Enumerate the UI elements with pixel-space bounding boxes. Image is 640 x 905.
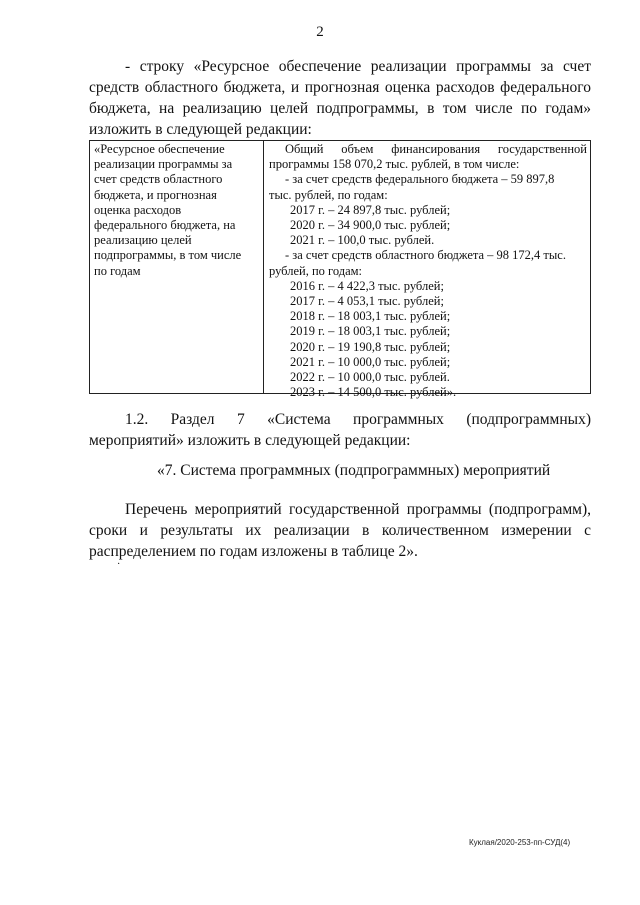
stray-mark: · (117, 559, 121, 570)
table-right-line: 2021 г. – 10 000,0 тыс. рублей; (290, 354, 451, 369)
table-right-line: 2017 г. – 4 053,1 тыс. рублей; (290, 294, 444, 309)
table-left-cell: «Ресурсное обеспечение реализации программы за счет средств областного бюджета, и прогнозная оценка расходов федерального бюджета, на реализацию целей подпрограммы, в том числе по годам (94, 142, 242, 278)
table-right-line: 2016 г. – 4 422,3 тыс. рублей; (290, 278, 444, 293)
table-right-line: 2022 г. – 10 000,0 тыс. рублей. (290, 370, 450, 385)
table-right-line: 2020 г. – 19 190,8 тыс. рублей; (290, 339, 451, 354)
table-right-line: 2023 г. – 14 500,0 тыс. рублей». (290, 385, 457, 400)
table-right-line: - за счет средств федерального бюджета – 59 897,8 (285, 172, 555, 187)
page-number: 2 (316, 24, 324, 40)
table-right-line: - за счет средств областного бюджета – 98 172,4 тыс. (285, 248, 566, 263)
table-right-line: 2020 г. – 34 900,0 тыс. рублей; (290, 218, 451, 233)
paragraph-3: Перечень мероприятий государственной программы (подпрограмм), сроки и результаты их реализации в количественном измерении с распределением по годам изложены в таблице 2». (89, 501, 591, 560)
table-right-line: Общий объем финансирования государственной (285, 142, 587, 156)
table-right-line: 2021 г. – 100,0 тыс. рублей. (290, 233, 435, 248)
table-right-line: 2018 г. – 18 003,1 тыс. рублей; (290, 309, 451, 324)
table-right-cell (269, 142, 587, 400)
table-column-divider (263, 141, 264, 393)
paragraph-2: 1.2. Раздел 7 «Система программных (подпрограммных) мероприятий» изложить в следующей редакции: (89, 411, 591, 449)
section-heading: «7. Система программных (подпрограммных) мероприятий (157, 462, 551, 479)
table-right-line: 2019 г. – 18 003,1 тыс. рублей; (290, 324, 451, 339)
paragraph-1: - строку «Ресурсное обеспечение реализации программы за счет средств областного бюджета, и прогнозная оценка расходов федерального бюджета, на реализацию целей подпрограммы, в том числе по годам» изложить в следующей редакции: (89, 58, 591, 138)
table-right-line: тыс. рублей, по годам: (269, 187, 388, 202)
table-right-line: программы 158 070,2 тыс. рублей, в том числе: (269, 157, 520, 172)
footer-code: Куклая/2020-253-пп-СУД(4) (469, 838, 571, 847)
table-right-line: рублей, по годам: (269, 263, 363, 278)
resource-table (89, 140, 591, 400)
table-right-line: 2017 г. – 24 897,8 тыс. рублей; (290, 202, 451, 217)
